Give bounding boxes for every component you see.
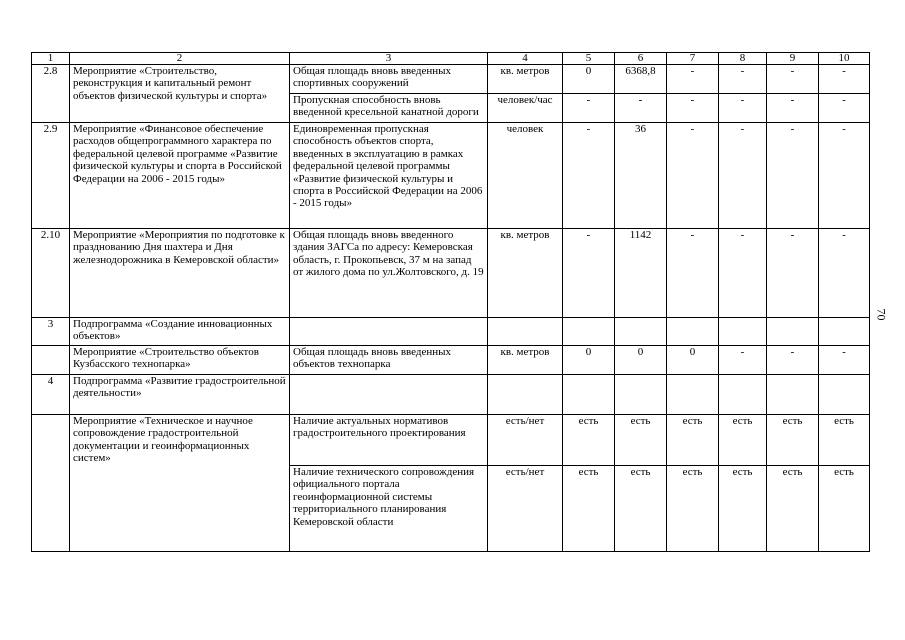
- indicator-value: -: [615, 94, 667, 123]
- indicator-value: -: [667, 123, 719, 229]
- table-row: [32, 415, 870, 466]
- indicator-unit: человек/час: [488, 94, 563, 123]
- indicator-value: -: [563, 94, 615, 123]
- indicator-value: -: [667, 94, 719, 123]
- header-cell: 10: [819, 53, 870, 65]
- indicator-value: есть: [719, 415, 767, 466]
- table-row: [32, 65, 870, 94]
- indicator-value: есть: [563, 415, 615, 466]
- row-number: [32, 415, 70, 552]
- indicator-value: есть: [667, 466, 719, 552]
- event-name: Мероприятие «Строительство, реконструкция и капитальный ремонт объектов физической культуры и спорта»: [70, 65, 290, 123]
- indicator-name: Наличие технического сопровождения официального портала геоинформационной системы территориального планирования Кемеровской области: [290, 466, 488, 552]
- event-name: Подпрограмма «Создание инновационных объектов»: [70, 318, 290, 346]
- indicator-value: есть: [719, 466, 767, 552]
- header-cell: 1: [32, 53, 70, 65]
- indicator-value: есть: [667, 415, 719, 466]
- event-name: Мероприятие «Техническое и научное сопровождение градостроительной документации и геоинформационных систем»: [70, 415, 290, 552]
- indicator-value: -: [719, 123, 767, 229]
- empty-cell: [667, 375, 719, 415]
- empty-cell: [290, 375, 488, 415]
- header-cell: 8: [719, 53, 767, 65]
- indicator-value: -: [563, 123, 615, 229]
- header-cell: 5: [563, 53, 615, 65]
- indicator-unit: кв. метров: [488, 229, 563, 318]
- indicator-value: есть: [767, 466, 819, 552]
- table-row: [32, 375, 870, 415]
- header-cell: 4: [488, 53, 563, 65]
- indicator-value: 36: [615, 123, 667, 229]
- empty-cell: [719, 375, 767, 415]
- indicator-value: 0: [615, 346, 667, 375]
- indicator-value: -: [667, 65, 719, 94]
- indicators-table: [31, 52, 870, 552]
- header-cell: 9: [767, 53, 819, 65]
- indicator-value: -: [767, 346, 819, 375]
- event-name: Мероприятие «Мероприятия по подготовке к празднованию Дня шахтера и Дня железнодорожника в Кемеровской области»: [70, 229, 290, 318]
- header-row: [32, 53, 870, 65]
- empty-cell: [615, 375, 667, 415]
- table-row: [32, 318, 870, 346]
- indicator-value: есть: [819, 415, 870, 466]
- indicator-name: Наличие актуальных нормативов градостроительного проектирования: [290, 415, 488, 466]
- header-cell: 3: [290, 53, 488, 65]
- empty-cell: [767, 375, 819, 415]
- indicator-unit: есть/нет: [488, 466, 563, 552]
- indicator-value: -: [563, 229, 615, 318]
- table-row: [32, 346, 870, 375]
- empty-cell: [719, 318, 767, 346]
- indicator-name: Единовременная пропускная способность объектов спорта, введенных в эксплуатацию в рамках федеральной целевой программы «Развитие физической культуры и спорта в Российской Федерации на 2006 - 2015 годы»: [290, 123, 488, 229]
- row-number: 2.10: [32, 229, 70, 318]
- indicator-value: -: [667, 229, 719, 318]
- indicator-value: 0: [563, 65, 615, 94]
- header-cell: 7: [667, 53, 719, 65]
- indicator-unit: кв. метров: [488, 65, 563, 94]
- header-cell: 6: [615, 53, 667, 65]
- empty-cell: [615, 318, 667, 346]
- indicator-value: есть: [615, 466, 667, 552]
- indicator-value: -: [767, 65, 819, 94]
- indicator-value: -: [819, 65, 870, 94]
- header-cell: 2: [70, 53, 290, 65]
- empty-cell: [767, 318, 819, 346]
- empty-cell: [667, 318, 719, 346]
- event-name: Подпрограмма «Развитие градостроительной деятельности»: [70, 375, 290, 415]
- empty-cell: [819, 375, 870, 415]
- indicator-value: -: [819, 123, 870, 229]
- indicator-value: есть: [819, 466, 870, 552]
- indicator-value: -: [719, 229, 767, 318]
- indicator-name: Общая площадь вновь введенных объектов технопарка: [290, 346, 488, 375]
- indicator-name: Общая площадь вновь введенного здания ЗАГСа по адресу: Кемеровская область, г. Прокопьевск, 37 м на запад от жилого дома по ул.Жолтовского, д. 19: [290, 229, 488, 318]
- empty-cell: [563, 318, 615, 346]
- indicator-value: 0: [563, 346, 615, 375]
- indicator-value: -: [819, 346, 870, 375]
- indicator-value: есть: [615, 415, 667, 466]
- table-row: [32, 123, 870, 229]
- indicator-value: 1142: [615, 229, 667, 318]
- table-row: [32, 229, 870, 318]
- indicator-value: -: [819, 94, 870, 123]
- row-number: 4: [32, 375, 70, 415]
- row-number: 3: [32, 318, 70, 346]
- page-number: 70: [874, 308, 889, 321]
- row-number: [32, 346, 70, 375]
- indicator-unit: кв. метров: [488, 346, 563, 375]
- indicator-value: есть: [563, 466, 615, 552]
- indicator-name: Общая площадь вновь введенных спортивных сооружений: [290, 65, 488, 94]
- indicator-value: -: [767, 229, 819, 318]
- indicator-value: -: [719, 94, 767, 123]
- indicator-value: -: [767, 123, 819, 229]
- indicator-value: -: [767, 94, 819, 123]
- empty-cell: [563, 375, 615, 415]
- indicator-value: -: [719, 346, 767, 375]
- event-name: Мероприятие «Финансовое обеспечение расходов общепрограммного характера по федеральной целевой программе «Развитие физической культуры и спорта в Российской Федерации на 2006 - 2015 годы»: [70, 123, 290, 229]
- indicator-value: -: [819, 229, 870, 318]
- indicator-unit: человек: [488, 123, 563, 229]
- row-number: 2.8: [32, 65, 70, 123]
- empty-cell: [488, 375, 563, 415]
- indicator-name: Пропускная способность вновь введенной кресельной канатной дороги: [290, 94, 488, 123]
- indicator-value: 6368,8: [615, 65, 667, 94]
- event-name: Мероприятие «Строительство объектов Кузбасского технопарка»: [70, 346, 290, 375]
- empty-cell: [819, 318, 870, 346]
- empty-cell: [290, 318, 488, 346]
- indicator-unit: есть/нет: [488, 415, 563, 466]
- indicator-value: 0: [667, 346, 719, 375]
- indicator-value: есть: [767, 415, 819, 466]
- indicator-value: -: [719, 65, 767, 94]
- row-number: 2.9: [32, 123, 70, 229]
- empty-cell: [488, 318, 563, 346]
